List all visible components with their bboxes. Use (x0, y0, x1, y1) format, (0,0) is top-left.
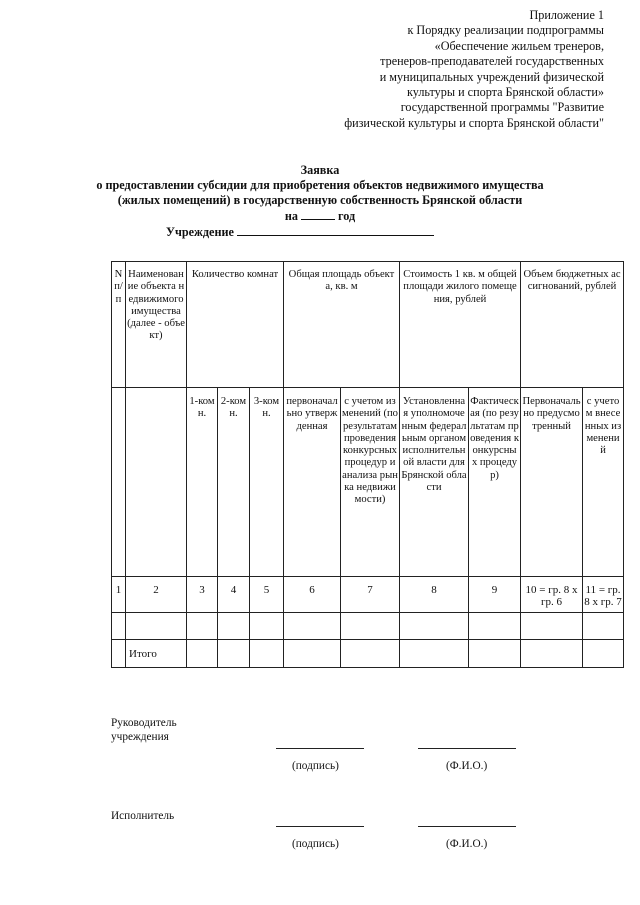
document-title (0, 163, 640, 240)
subheader-cost-set: Установленная уполномоченным федеральным органом исполнительной власти для Брянской области (400, 388, 469, 577)
subheader-area-initial: первоначально утвержденная (284, 388, 341, 577)
table-cell[interactable] (126, 613, 187, 640)
table-cell[interactable] (284, 640, 341, 668)
column-number: 8 (400, 577, 469, 613)
executor-label: Исполнитель (111, 810, 175, 822)
institution-line (0, 224, 640, 240)
table-cell[interactable] (583, 640, 624, 668)
table-subheader-row (112, 388, 624, 577)
table-cell[interactable] (341, 640, 400, 668)
institution-blank[interactable] (237, 224, 434, 236)
title-line-2: (жилых помещений) в государственную собственность Брянской области (117, 193, 523, 207)
column-number: 5 (250, 577, 284, 613)
header-rooms: Количество комнат (187, 262, 284, 388)
column-number-row (112, 577, 624, 613)
executor-name-line[interactable] (418, 826, 516, 827)
executor-signature-caption: (подпись) (292, 838, 339, 850)
table-cell[interactable] (218, 613, 250, 640)
total-label: Итого (126, 640, 187, 668)
table-row (112, 613, 624, 640)
subsidy-table (111, 261, 624, 668)
column-number: 11 = гр. 8 х гр. 7 (583, 577, 624, 613)
appendix-line: к Порядку реализации подпрограммы (407, 23, 604, 38)
subheader-empty (112, 388, 126, 577)
title-year-line (0, 208, 640, 224)
appendix-line: «Обеспечение жильем тренеров, (434, 38, 604, 53)
column-number: 6 (284, 577, 341, 613)
appendix-block (274, 8, 604, 131)
subheader-rooms2: 2-комн. (218, 388, 250, 577)
table-cell[interactable] (583, 613, 624, 640)
subheader-empty (126, 388, 187, 577)
table-cell[interactable] (187, 640, 218, 668)
subheader-cost-actual: Фактическая (по результатам проведения конкурсных процедур) (469, 388, 521, 577)
header-cost: Стоимость 1 кв. м общей площади жилого помещения, рублей (400, 262, 521, 388)
appendix-line: и муниципальных учреждений физической (379, 69, 604, 84)
column-number: 3 (187, 577, 218, 613)
column-number: 10 = гр. 8 х гр. 6 (521, 577, 583, 613)
table-cell[interactable] (521, 640, 583, 668)
table-cell[interactable] (400, 640, 469, 668)
head-signature-caption: (подпись) (292, 760, 339, 772)
head-name-caption: (Ф.И.О.) (446, 760, 488, 772)
appendix-line: физической культуры и спорта Брянской области" (344, 115, 604, 130)
table-cell[interactable] (521, 613, 583, 640)
table-cell (112, 640, 126, 668)
header-num: N п/п (112, 262, 126, 388)
subheader-rooms3: 3-комн. (250, 388, 284, 577)
table-cell[interactable] (400, 613, 469, 640)
appendix-line: культуры и спорта Брянской области» (407, 85, 604, 100)
subheader-rooms1: 1-комн. (187, 388, 218, 577)
table-cell[interactable] (469, 640, 521, 668)
header-budget: Объем бюджетных ассигнований, рублей (521, 262, 624, 388)
year-blank[interactable] (301, 208, 335, 220)
header-area: Общая площадь объекта, кв. м (284, 262, 400, 388)
year-prefix: на (284, 209, 298, 223)
column-number: 9 (469, 577, 521, 613)
appendix-line: Приложение 1 (529, 8, 604, 22)
table-cell[interactable] (284, 613, 341, 640)
head-name-line[interactable] (418, 748, 516, 749)
subheader-budget-initial: Первоначально предусмотренный (521, 388, 583, 577)
table-cell[interactable] (341, 613, 400, 640)
head-label: Руководитель учреждения (111, 717, 177, 743)
table-cell[interactable] (187, 613, 218, 640)
subheader-area-changed: с учетом изменений (по результатам проведения конкурсных процедур и анализа рынка недвижимости) (341, 388, 400, 577)
table-header-row (112, 262, 624, 388)
title-heading: Заявка (300, 163, 340, 177)
table-cell[interactable] (250, 640, 284, 668)
executor-signature-line[interactable] (276, 826, 364, 827)
title-line-1: о предоставлении субсидии для приобретения объектов недвижимого имущества (96, 178, 544, 192)
table-cell[interactable] (469, 613, 521, 640)
institution-label: Учреждение (166, 225, 234, 239)
executor-name-caption: (Ф.И.О.) (446, 838, 488, 850)
total-row (112, 640, 624, 668)
subheader-budget-changed: с учетом внесенных изменений (583, 388, 624, 577)
column-number: 1 (112, 577, 126, 613)
table-cell[interactable] (112, 613, 126, 640)
head-signature-line[interactable] (276, 748, 364, 749)
table-cell[interactable] (218, 640, 250, 668)
table-cell[interactable] (250, 613, 284, 640)
appendix-line: тренеров-преподавателей государственных (380, 54, 604, 69)
year-suffix: год (338, 209, 356, 223)
header-object: Наименование объекта недвижимого имущества (далее - объект) (126, 262, 187, 388)
column-number: 2 (126, 577, 187, 613)
appendix-line: государственной программы "Развитие (400, 100, 604, 115)
column-number: 7 (341, 577, 400, 613)
column-number: 4 (218, 577, 250, 613)
